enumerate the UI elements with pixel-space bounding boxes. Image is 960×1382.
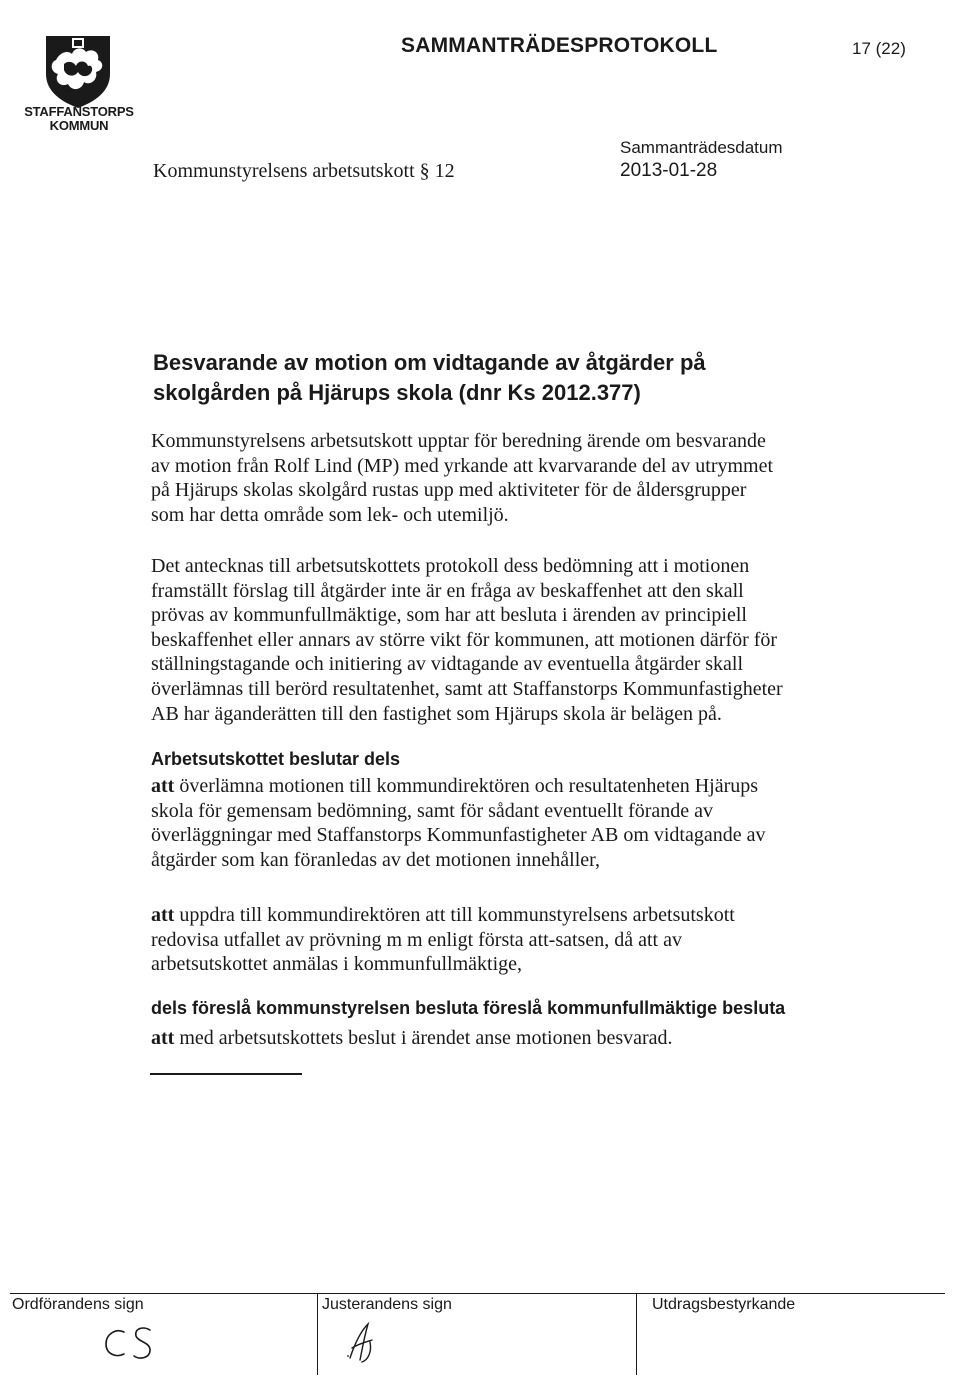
adjuster-signature-label: Justerandens sign [322, 1296, 452, 1313]
decision-clause-1 [151, 774, 851, 872]
signature-divider [317, 1293, 318, 1375]
text-line-content: uppdra till kommundirektören att till kommunstyrelsens arbetsutskott [179, 904, 735, 926]
text-line: framställt förslag till åtgärder inte är en fråga av beskaffenhet att den skall [151, 579, 744, 602]
text-line: ställningstagande och initiering av vidtagande av eventuella åtgärder skall [151, 653, 744, 676]
chair-signature-label: Ordförandens sign [12, 1296, 144, 1313]
text-line: överlämnas till berörd resultatenhet, samt att Staffanstorps Kommunfastigheter [151, 677, 783, 700]
text-line: av motion från Rolf Lind (MP) med yrkande att kvarvarande del av utrymmet [151, 454, 774, 477]
text-line: beskaffenhet eller annars av större vikt för kommunen, att motionen därför för [151, 628, 778, 651]
text-line-content: med arbetsutskottets beslut i ärendet anse motionen besvarad. [179, 1027, 673, 1049]
text-line: redovisa utfallet av prövning m m enligt första att-satsen, då att av [151, 928, 682, 951]
proposal-heading: dels föreslå kommunstyrelsen besluta föreslå kommunfullmäktige besluta [151, 998, 786, 1018]
certification-label: Utdragsbestyrkande [652, 1296, 796, 1313]
item-heading [153, 348, 853, 408]
decision-heading: Arbetsutskottet beslutar dels [151, 749, 401, 769]
text-line [151, 774, 851, 799]
text-line: Det antecknas till arbetsutskottets protokoll dess bedömning att i motionen [151, 555, 750, 577]
end-rule [150, 1073, 302, 1075]
item-heading-line-2: skolgården på Hjärups skola (dnr Ks 2012.377) [153, 380, 641, 405]
adjuster-handwritten-initials [340, 1318, 380, 1368]
text-line: prövas av kommunfullmäktige, som har att besluta i ärenden av principiell [151, 604, 747, 627]
meeting-date: 2013-01-28 [620, 160, 718, 181]
text-line: överläggningar med Staffanstorps Kommunfastigheter AB om vidtagande av [151, 824, 766, 847]
text-line [151, 903, 851, 928]
meeting-date-label: Sammanträdesdatum [620, 138, 783, 157]
decision-clause-2 [151, 903, 851, 977]
paragraph-introduction [151, 429, 851, 527]
att-keyword: att [151, 904, 175, 926]
text-line-content: överlämna motionen till kommundirektören och resultatenheten Hjärups [179, 775, 759, 797]
decision-clause-3 [151, 1026, 851, 1051]
coat-of-arms-icon [38, 30, 118, 110]
text-line: på Hjärups skolas skolgård rustas upp med aktiviteter för de åldersgrupper [151, 479, 747, 502]
text-line [151, 1026, 851, 1051]
signature-divider [636, 1293, 637, 1375]
chair-handwritten-initials [100, 1318, 160, 1366]
text-line: skola för gemensam bedömning, samt för sådant eventuellt förande av [151, 799, 714, 822]
municipality-line-1: STAFFANSTORPS [24, 104, 134, 119]
municipality-name [24, 105, 134, 133]
municipality-line-2: KOMMUN [49, 118, 109, 133]
signature-rule [10, 1293, 945, 1294]
att-keyword: att [151, 775, 175, 797]
text-line: AB har äganderätten till den fastighet som Hjärups skola är belägen på. [151, 702, 722, 725]
page-number: 17 (22) [852, 39, 906, 58]
att-keyword: att [151, 1027, 175, 1049]
committee-reference: Kommunstyrelsens arbetsutskott § 12 [153, 160, 455, 182]
document-title: SAMMANTRÄDESPROTOKOLL [401, 34, 718, 57]
paragraph-assessment [151, 554, 851, 726]
text-line: som har detta område som lek- och utemiljö. [151, 503, 509, 526]
text-line: arbetsutskottet anmälas i kommunfullmäktige, [151, 953, 523, 976]
item-heading-line-1: Besvarande av motion om vidtagande av åtgärder på [153, 350, 706, 375]
text-line: åtgärder som kan föranledas av det motionen innehåller, [151, 848, 601, 871]
text-line: Kommunstyrelsens arbetsutskott upptar för beredning ärende om besvarande [151, 430, 766, 452]
